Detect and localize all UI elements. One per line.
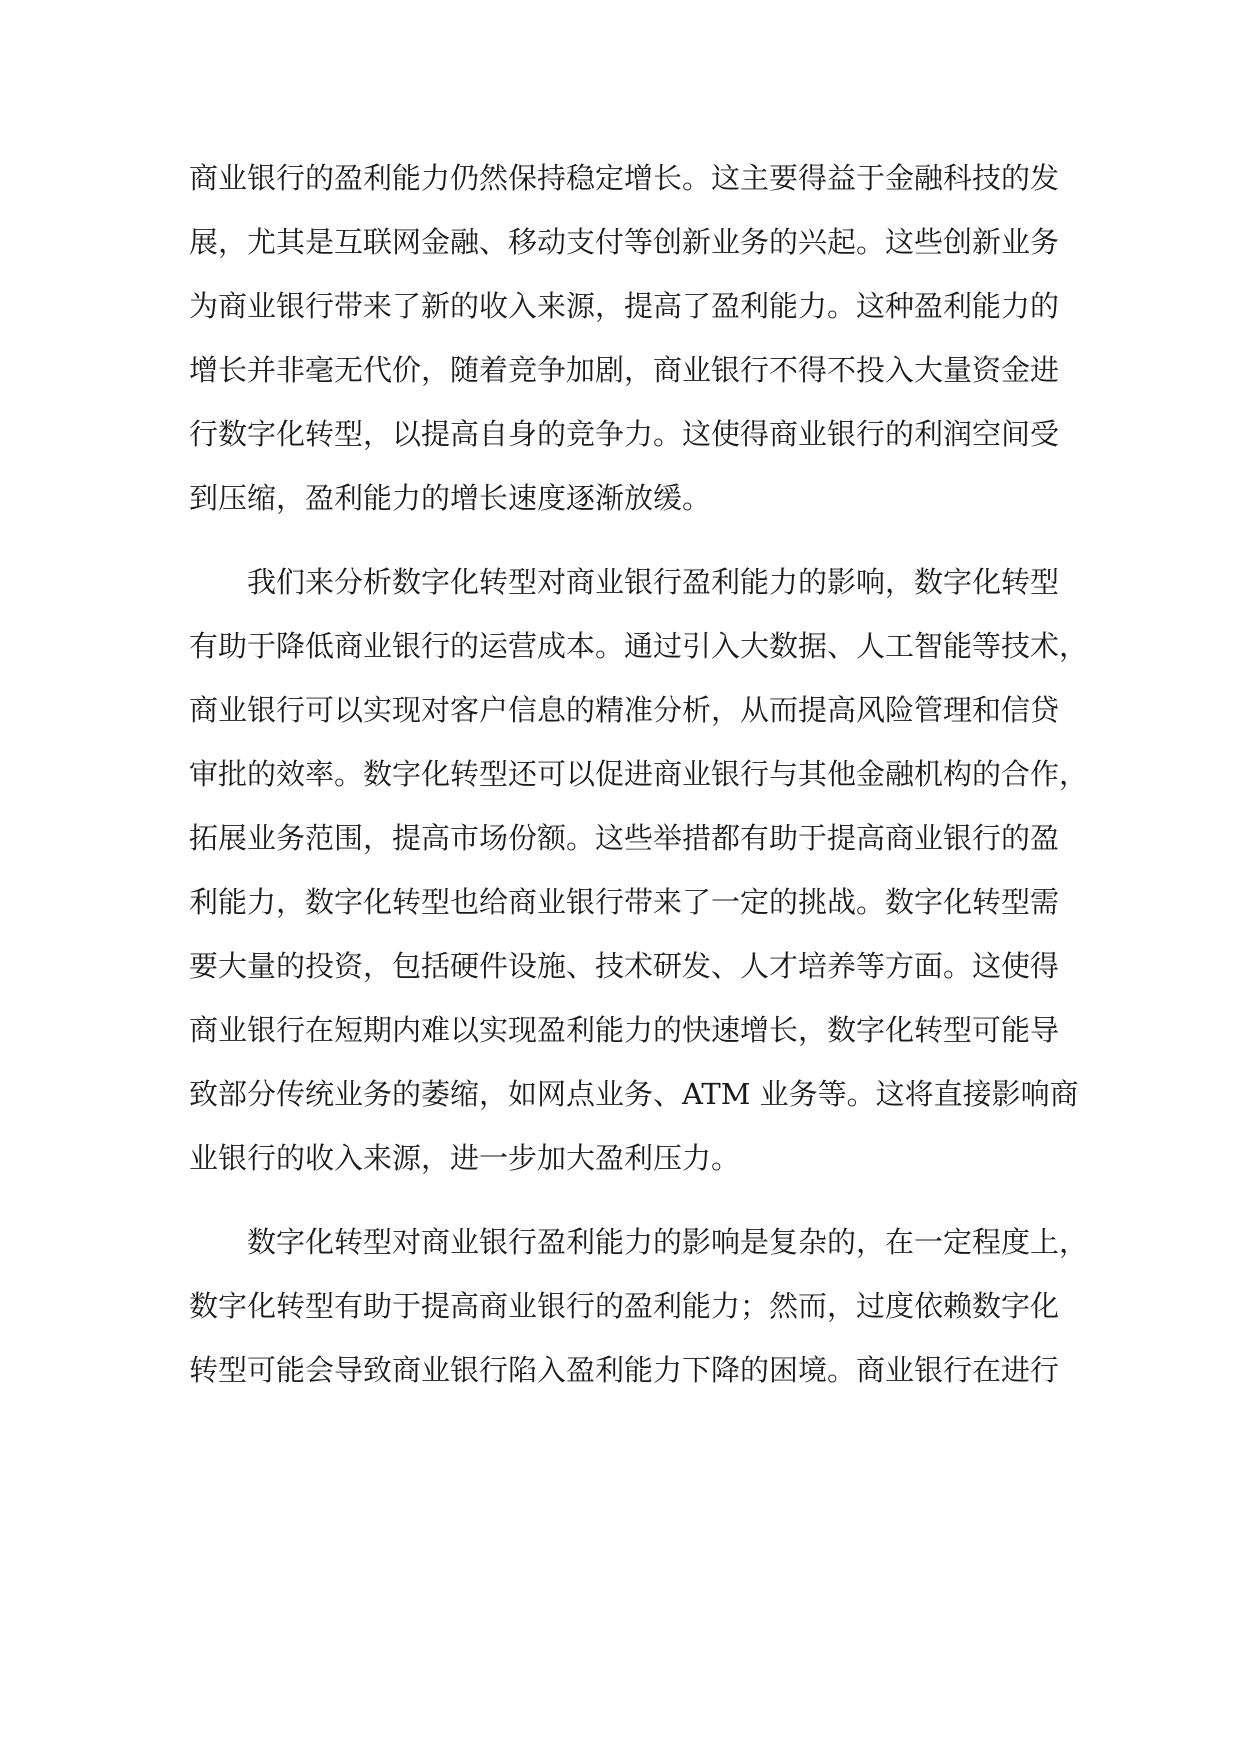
paragraph-3 (189, 1210, 1089, 1402)
paragraph-1 (189, 146, 1060, 530)
text-line: 有助于降低商业银行的运营成本。通过引入大数据、人工智能等技术， (189, 629, 1089, 663)
text-line: 致部分传统业务的萎缩，如网点业务、ATM 业务等。这将直接影响商 (189, 1077, 1079, 1111)
text-line: 转型可能会导致商业银行陷入盈利能力下降的困境。商业银行在进行 (189, 1353, 1060, 1387)
document-body (189, 146, 1089, 1402)
text-line: 商业银行在短期内难以实现盈利能力的快速增长，数字化转型可能导 (189, 1013, 1060, 1047)
text-line: 到压缩，盈利能力的增长速度逐渐放缓。 (189, 481, 712, 515)
text-line: 拓展业务范围，提高市场份额。这些举措都有助于提高商业银行的盈 (189, 821, 1060, 855)
text-line: 商业银行可以实现对客户信息的精准分析，从而提高风险管理和信贷 (189, 693, 1060, 727)
paragraph-gap (189, 1190, 1055, 1210)
text-line: 增长并非毫无代价，随着竞争加剧，商业银行不得不投入大量资金进 (189, 353, 1060, 387)
text-line: 展，尤其是互联网金融、移动支付等创新业务的兴起。这些创新业务 (189, 225, 1060, 259)
text-line: 利能力，数字化转型也给商业银行带来了一定的挑战。数字化转型需 (189, 885, 1060, 919)
text-line: 为商业银行带来了新的收入来源，提高了盈利能力。这种盈利能力的 (189, 289, 1060, 323)
text-line: 要大量的投资，包括硬件设施、技术研发、人才培养等方面。这使得 (189, 949, 1060, 983)
text-line: 行数字化转型，以提高自身的竞争力。这使得商业银行的利润空间受 (189, 417, 1060, 451)
text-line: 数字化转型对商业银行盈利能力的影响是复杂的，在一定程度上， (189, 1225, 1089, 1259)
paragraph-2 (189, 550, 1089, 1190)
text-line: 审批的效率。数字化转型还可以促进商业银行与其他金融机构的合作， (189, 757, 1089, 791)
text-line: 业银行的收入来源，进一步加大盈利压力。 (189, 1141, 741, 1175)
text-line: 商业银行的盈利能力仍然保持稳定增长。这主要得益于金融科技的发 (189, 161, 1060, 195)
text-line: 我们来分析数字化转型对商业银行盈利能力的影响，数字化转型 (189, 565, 1060, 599)
text-line: 数字化转型有助于提高商业银行的盈利能力；然而，过度依赖数字化 (189, 1289, 1060, 1323)
paragraph-gap (189, 530, 1055, 550)
